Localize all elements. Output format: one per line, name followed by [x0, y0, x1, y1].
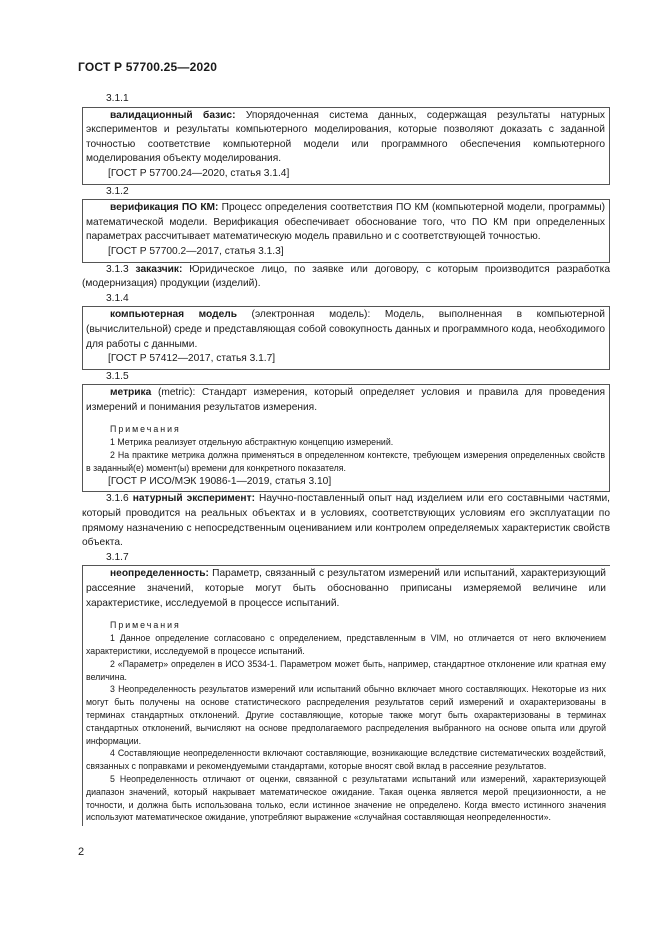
term-definition	[86, 308, 605, 352]
term-definition	[86, 109, 605, 167]
document-body	[82, 92, 610, 826]
definition-text: (электронная модель): Модель, выполненная в компьютерной (вычислительной) среде и представляющая собой совокупность данных и программного кода, необходимого для работы с данными.	[86, 309, 605, 350]
document-header: ГОСТ Р 57700.25—2020	[78, 60, 218, 74]
source-reference: [ГОСТ Р 57700.2—2017, статья 3.1.3]	[108, 245, 284, 257]
note-item: 3 Неопределенность результатов измерений или испытаний обычно включает много составляющих. Некоторые из них могут быть получены на основе статистического распределения результатов серий измерений и охарактеризованы в терминах стандартных отклонений. Другие составляющие, которые также могут быть охарактеризованы в терминах стандартных отклонений, вычисляют на основе предполагаемого распределения выбранного на основе опыта или другой информации.	[86, 684, 606, 746]
term-name: неопределенность:	[110, 568, 209, 580]
note-item: 5 Неопределенность отличают от оценки, связанной с результатами испытаний или измерений, характеризующей диапазон значений, который накрывает математическое ожидание. Такая оценка является мерой прецизионности, а не точности, и должна быть использована только, если истинное значение не определено. Когда вместо истинного значения используют математическое ожидание, употребляют выражение «случайная составляющая неопределенности».	[86, 773, 606, 823]
note-item: 1 Данное определение согласовано с определением, представленным в VIM, но отличается от него включением характеристики, исследуемой в процессе испытаний.	[86, 633, 606, 656]
term-box-3-1-1	[82, 107, 610, 185]
term-name: заказчик:	[135, 263, 183, 275]
definition-text: Процесс определения соответствия ПО КМ (компьютерной модели, программы) математической модели. Верификация обеспечивает обоснование того, что ПО КМ при определенных параметрах рассчитывает математическую модель правильно и с соответствующей точностью.	[86, 202, 605, 243]
note-item: 2 «Параметр» определен в ИСО 3534-1. Параметром может быть, например, стандартное отклонение или кратная ему величина.	[86, 658, 606, 682]
term-box-3-1-4	[82, 306, 610, 369]
term-box-3-1-5	[82, 384, 610, 492]
term-definition	[86, 567, 606, 611]
note-item: 1 Метрика реализует отдельную абстрактную концепцию измерений.	[110, 437, 394, 448]
section-number: 3.1.5	[106, 370, 129, 382]
source-reference: [ГОСТ Р 57700.24—2020, статья 3.1.4]	[108, 167, 290, 179]
term-definition	[86, 201, 605, 245]
notes-heading: Примечания	[110, 620, 181, 631]
term-definition	[86, 386, 605, 415]
section-number: 3.1.2	[106, 185, 129, 197]
source-reference: [ГОСТ Р ИСО/МЭК 19086-1—2019, статья 3.10]	[108, 475, 332, 487]
source-reference: [ГОСТ Р 57412—2017, статья 3.1.7]	[108, 353, 276, 365]
page-number: 2	[78, 846, 85, 858]
term-name: компьютерная модель	[110, 309, 237, 321]
section-number: 3.1.7	[106, 551, 129, 563]
term-name: метрика	[110, 387, 152, 399]
term-name: верификация ПО КМ:	[110, 202, 219, 214]
term-box-3-1-2	[82, 199, 610, 262]
section-number: 3.1.3	[106, 263, 129, 275]
definition-text: (metric): Стандарт измерения, который определяет условия и правила для проведения измерений и понимания результатов измерения.	[86, 387, 605, 413]
note-item: 4 Составляющие неопределенности включают составляющие, возникающие вследствие систематических воздействий, связанных с поправками и рекомендуемыми стандартами, которые вносят свой вклад в рассеяние результатов.	[86, 748, 606, 772]
section-number: 3.1.1	[106, 93, 129, 104]
term-definition-3-1-3	[82, 263, 610, 292]
section-number: 3.1.4	[106, 292, 129, 304]
definition-text: Юридическое лицо, по заявке или договору, с которым производится разработка (модернизация) продукции (изделий).	[82, 263, 610, 290]
definition-text: Упорядоченная система данных, содержащая результаты натурных экспериментов и результаты компьютерного моделирования, которые позволяют доказать с заданной точностью соответствие компьютерной модели или программного обеспечения компьютерного моделирования объекту моделирования.	[86, 109, 605, 165]
section-number: 3.1.6	[106, 493, 129, 505]
term-name: валидационный базис:	[110, 109, 236, 121]
notes-heading: Примечания	[110, 424, 181, 435]
note-item: 2 На практике метрика должна применяться в определенном контексте, требующем измерения определенных свойств в заданный(е) момент(ы) времени для конкретного показателя.	[86, 450, 605, 474]
term-box-3-1-7	[82, 565, 610, 826]
definition-text: Научно-поставленный опыт над изделием или его составными частями, который проводится на реальных объектах и в условиях, соответствующих условиям его эксплуатации по прямому назначению с непосредственным оцениванием или контролем определяемых характеристик свойств объекта.	[82, 493, 610, 549]
term-name: натурный эксперимент:	[132, 493, 255, 505]
definition-text: Параметр, связанный с результатом измерений или испытаний, характеризующий рассеяние значений, которые могут быть обоснованно приписаны измеряемой величине или характеристике, исследуемой в процессе испытаний.	[86, 568, 606, 609]
term-definition-3-1-6	[82, 492, 610, 550]
